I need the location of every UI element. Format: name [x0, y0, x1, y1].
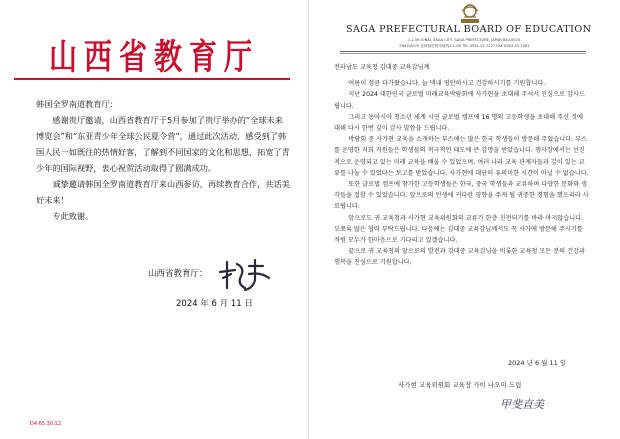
letterhead-title: 山西省教育厅 [48, 36, 259, 78]
header-rule [340, 53, 586, 54]
body-paragraph: 앞으로도 귀 교육청과 사가현 교육위원회의 교류가 한층 진전되기를 바라 마지않습니다. 모쪼록 많은 협력 부탁드립니다. 다음에는 김대중 교육감님께서도 꼭 사가에 방문해 주시기를 직원 모두가 한마음으로 기다리고 있겠습니다. [334, 214, 584, 245]
letter-date: 2024 年 6 月 11 日 [176, 299, 253, 309]
sender-name: 사가현 교육위원회 교육장 가이 나오미 드림 [398, 381, 522, 389]
handwritten-signature [215, 258, 277, 294]
shanxi-letter [0, 0, 308, 439]
page-divider [308, 0, 309, 439]
body-paragraph: 专此致谢。 [52, 211, 94, 221]
body-paragraph: 感谢贵厅邀请，山西省教育厅于5月参加了贵厅举办的“全球未来博览会”和“东亚青少年全球公民夏令营”，通过此次活动，感受到了韩国人民一如既往的热情好客，了解到不同国家的文化和思想，拓宽了青少年的国际视野，衷心祝贺活动取得了圆满成功。 [36, 115, 290, 173]
body-paragraph: 여름이 성큼 다가왔습니다. 늘 댁내 평안하시고 건강하시기를 기원합니다. [348, 80, 546, 88]
body-paragraph: 지난 2024 대한민국 글로벌 미래교육박람회에 사가현을 초대해 주셔서 진심으로 감사드립니다. [334, 91, 585, 110]
body-paragraph: 诚挚邀请韩国全罗南道教育厅来山西参访，再续教育合作，共话美好未来！ [36, 179, 290, 205]
document-code: D4.65.30.12 [30, 421, 61, 427]
letter-body [36, 96, 291, 224]
org-contact: 〒840-8570 佐賀県佐賀市城内1-1-59 TEL 0952-25-7227 FAX 0952-25-7281 [398, 44, 530, 48]
body-paragraph: 그리고 동아시아 청소년 세계 시민 글로벌 캠프에 16 명의 고등학생을 초대해 주신 것에 대해 다시 한번 깊이 감사 말씀을 드립니다. [334, 113, 583, 133]
salutation: 전라남도 교육청 김대중 교육감님께 [334, 64, 430, 71]
greeting: 韩国全罗南道教育厅： [36, 99, 118, 109]
org-name: SAGA PREFECTURAL BOARD OF EDUCATION [346, 24, 592, 35]
handwritten-signature: 甲斐直美 [500, 398, 544, 411]
body-paragraph: 박람회 중 사가현 교육을 소개하는 부스에는 많은 한국 학생들이 방문해 주었습니다. 부스를 운영한 저희 직원들은 학생들의 적극적인 태도에 큰 감명을 받았습니다. 행사장에서는 선진적으로 운영되고 있는 미래 교육을 배울 수 있었으며, 여러 나라 교육 관계자들과 깊이 있는 교류를 나눌 수 있었다는 보고를 받았습니다. 사가현에 대단히 유의미한 시간이 아닐 수 없습니다. [334, 136, 589, 177]
korean-letter-body [334, 62, 590, 269]
body-paragraph: 끝으로 귀 교육청의 앞으로의 발전과 김대중 교육감님을 비롯한 교육청 모든 분의 건강과 행복을 진심으로 기원합니다. [334, 248, 586, 267]
org-address: 1-1-59 JONAI, SAGA CITY, SAGA PREFECTURE, JAPAN 840-8570 [407, 38, 521, 42]
header-rule [340, 51, 586, 52]
sender-name: 山西省教育厅： [148, 269, 208, 279]
body-paragraph: 또한 글로벌 캠프에 참가한 고등학생들은 한국, 중국 학생들과 교류하며 다양한 문화와 생각들을 접할 수 있었습니다. 앞으로의 인생에 커다란 영향을 주게 될 귀중한 경험을 했으리라 사료됩니다. [334, 181, 589, 211]
letter-date: 2024 년 6 월 11 일 [508, 359, 567, 367]
letterhead-rule [14, 78, 290, 80]
